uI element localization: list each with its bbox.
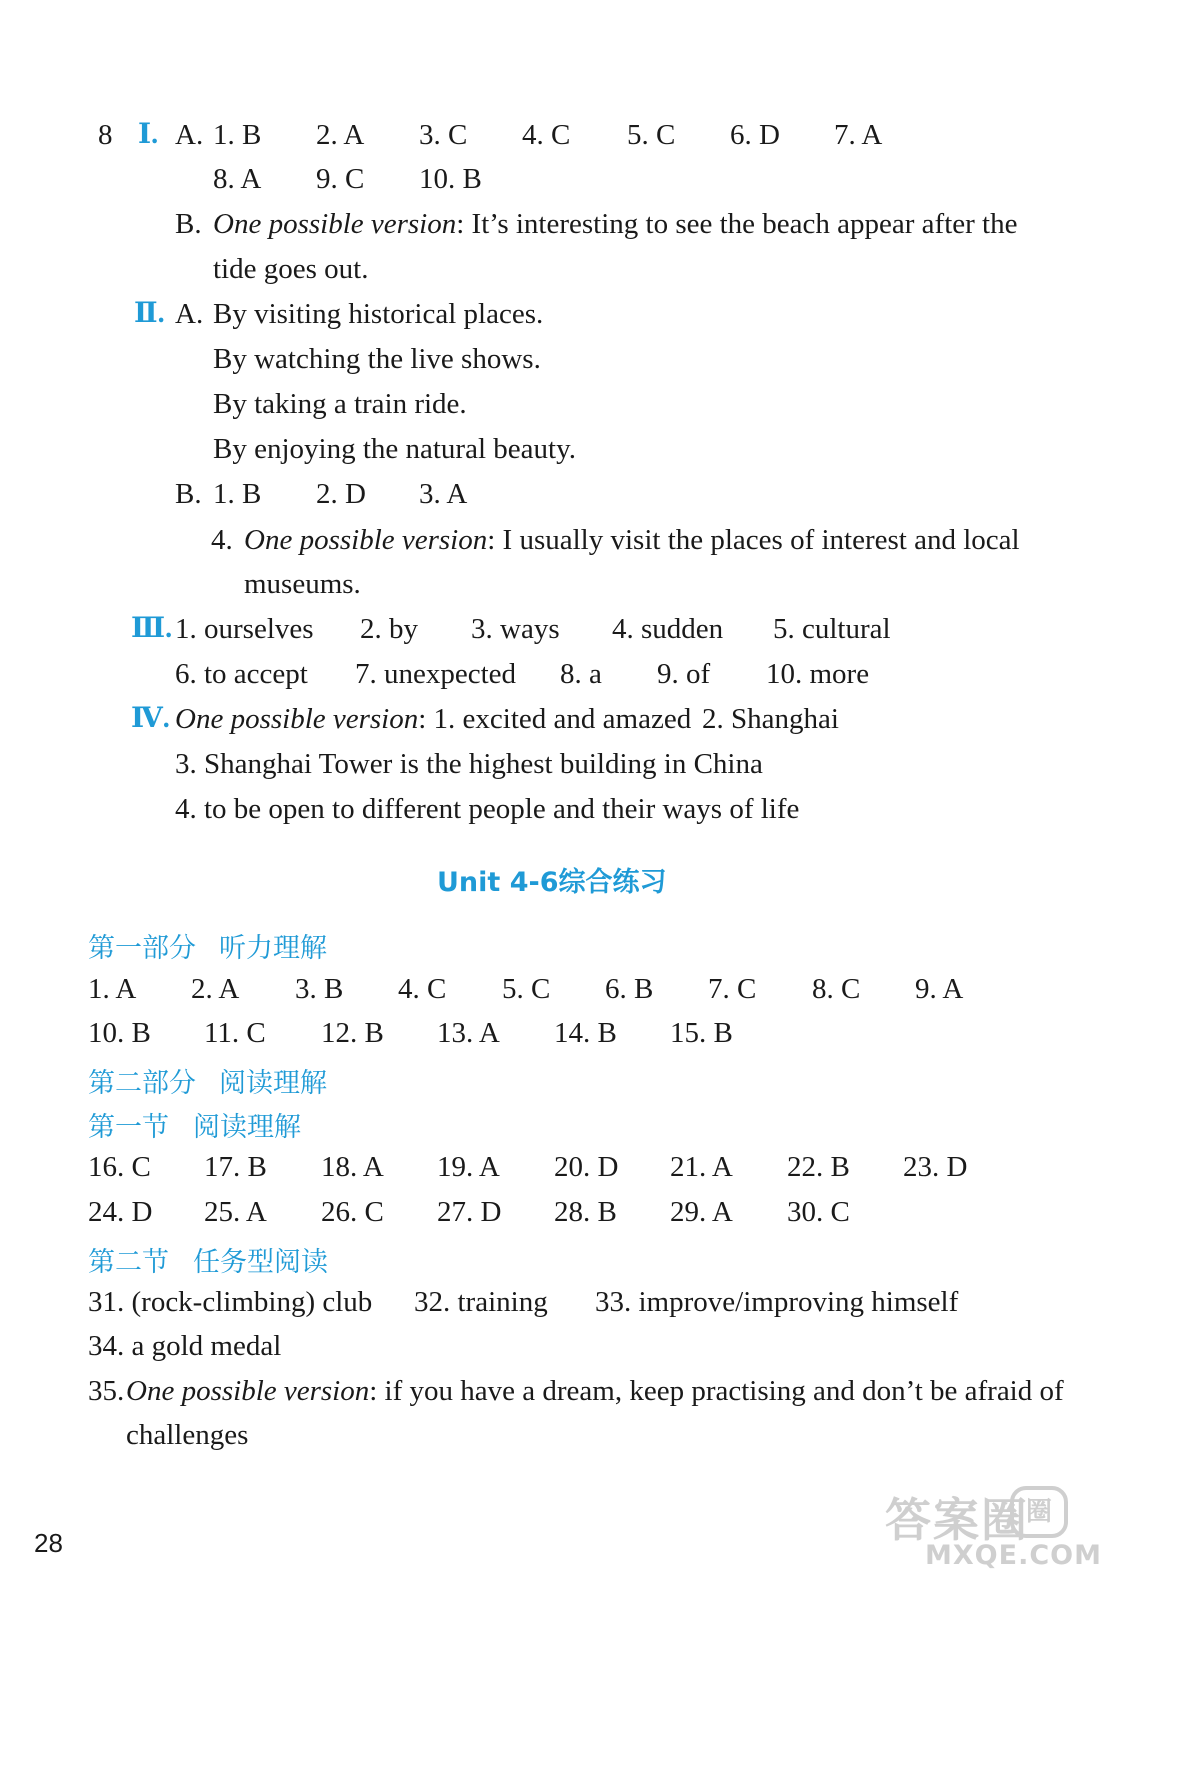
answer: 3. C	[419, 119, 468, 151]
watermark-url: MXQE.COM	[925, 1540, 1102, 1571]
answer: 8. a	[560, 658, 602, 690]
answer: 17. B	[204, 1151, 267, 1183]
answer-text-line: By watching the live shows.	[213, 343, 541, 375]
section-heading: 第一节	[88, 1112, 169, 1143]
part-subheading: 阅读理解	[219, 1068, 327, 1099]
part-label-B: B.	[175, 208, 202, 240]
item-number: 4.	[211, 524, 233, 556]
answer: 22. B	[787, 1151, 850, 1183]
answer: 29. A	[670, 1196, 733, 1228]
version-label: One possible version	[213, 208, 457, 240]
answer: 3. A	[419, 478, 468, 510]
version-label: One possible version	[175, 703, 419, 735]
answer: 9. of	[657, 658, 711, 690]
answer: 30. C	[787, 1196, 850, 1228]
roman-numeral-I: Ⅰ.	[138, 119, 159, 150]
answer: 6. to accept	[175, 658, 308, 690]
part-label-B: B.	[175, 478, 202, 510]
answer-text-line: challenges	[126, 1419, 249, 1451]
watermark-logo-text: 答案圈	[885, 1493, 1029, 1547]
answer: 19. A	[437, 1151, 500, 1183]
answer: 33. improve/improving himself	[595, 1286, 959, 1318]
answer: 2. A	[191, 973, 240, 1005]
version-label: One possible version	[244, 524, 488, 556]
item-number: 35.	[88, 1375, 125, 1407]
answer-text-line: museums.	[244, 568, 361, 600]
roman-numeral-IV: Ⅳ.	[131, 703, 170, 734]
answer: 5. C	[502, 973, 551, 1005]
answer: 2. A	[316, 119, 365, 151]
answer: 18. A	[321, 1151, 384, 1183]
answer-text: : It’s interesting to see the beach appear after the	[456, 208, 1018, 240]
answer-text-line: 4. to be open to different people and their ways of life	[175, 793, 800, 825]
version-label: One possible version	[126, 1375, 370, 1407]
answer: 2. D	[316, 478, 366, 510]
answer-text: : if you have a dream, keep practising and don’t be afraid of	[369, 1375, 1064, 1407]
answer: 13. A	[437, 1017, 500, 1049]
answer: 5. C	[627, 119, 676, 151]
answer: 23. D	[903, 1151, 968, 1183]
answer: 2. Shanghai	[702, 703, 839, 735]
answer: 4. C	[398, 973, 447, 1005]
answer: 21. A	[670, 1151, 733, 1183]
answer-text-line: tide goes out.	[213, 253, 369, 285]
answer: 10. more	[766, 658, 870, 690]
answer: 20. D	[554, 1151, 619, 1183]
answer: 9. A	[915, 973, 964, 1005]
section-number: 8	[98, 119, 113, 151]
answer: 24. D	[88, 1196, 153, 1228]
answer-text-line	[244, 524, 1020, 556]
answer: 7. C	[708, 973, 757, 1005]
answer: 10. B	[419, 163, 482, 195]
answer-text-line	[175, 705, 691, 734]
roman-numeral-III: Ⅲ.	[131, 613, 173, 644]
answer: 6. B	[605, 973, 654, 1005]
page-number: 28	[34, 1528, 63, 1558]
answer: 10. B	[88, 1017, 151, 1049]
answer: 3. B	[295, 973, 344, 1005]
answer: 7. A	[834, 119, 883, 151]
answer: 9. C	[316, 163, 365, 195]
answer: 27. D	[437, 1196, 502, 1228]
answer: 8. A	[213, 163, 262, 195]
answer: 8. C	[812, 973, 861, 1005]
answer-text-line: By enjoying the natural beauty.	[213, 433, 576, 465]
part-subheading: 听力理解	[219, 933, 327, 964]
answer: 4. sudden	[612, 613, 724, 645]
answer: 26. C	[321, 1196, 384, 1228]
answer-text-line: By taking a train ride.	[213, 388, 467, 420]
answer: 31. (rock-climbing) club	[88, 1286, 373, 1318]
roman-numeral-II: Ⅱ.	[134, 298, 165, 329]
answer: 16. C	[88, 1151, 151, 1183]
section-subheading: 任务型阅读	[193, 1247, 328, 1278]
answer: 2. by	[360, 613, 418, 645]
answer: 11. C	[204, 1017, 266, 1049]
answer: 32. training	[414, 1286, 548, 1318]
watermark-badge-icon: 圈	[1010, 1486, 1068, 1538]
answer-text-line	[126, 1375, 1064, 1407]
answer: 1. B	[213, 119, 262, 151]
answer-text-line: By visiting historical places.	[213, 298, 544, 330]
part-label-A: A.	[175, 298, 204, 330]
answer: 1. A	[88, 973, 137, 1005]
part-heading: 第一部分	[88, 933, 196, 964]
answer: 34. a gold medal	[88, 1330, 282, 1362]
answer: 14. B	[554, 1017, 617, 1049]
answer: 6. D	[730, 119, 780, 151]
answer: 12. B	[321, 1017, 384, 1049]
answer: 1. ourselves	[175, 613, 314, 645]
answer: 7. unexpected	[355, 658, 517, 690]
part-heading: 第二部分	[88, 1068, 196, 1099]
answer: 5. cultural	[773, 613, 891, 645]
answer: 4. C	[522, 119, 571, 151]
answer: 15. B	[670, 1017, 733, 1049]
unit-title: Unit 4-6综合练习	[437, 867, 667, 898]
part-label-A: A.	[175, 119, 204, 151]
answer: 3. ways	[471, 613, 560, 645]
answer-text: : I usually visit the places of interest and local	[487, 524, 1020, 556]
answer-text-line	[213, 208, 1018, 240]
answer-text-line: 3. Shanghai Tower is the highest building in China	[175, 748, 763, 780]
section-subheading: 阅读理解	[193, 1112, 301, 1143]
answer: 25. A	[204, 1196, 267, 1228]
answer: 28. B	[554, 1196, 617, 1228]
answer: 1. B	[213, 478, 262, 510]
section-heading: 第二节	[88, 1247, 169, 1278]
answer-text: : 1. excited and amazed	[418, 703, 692, 735]
